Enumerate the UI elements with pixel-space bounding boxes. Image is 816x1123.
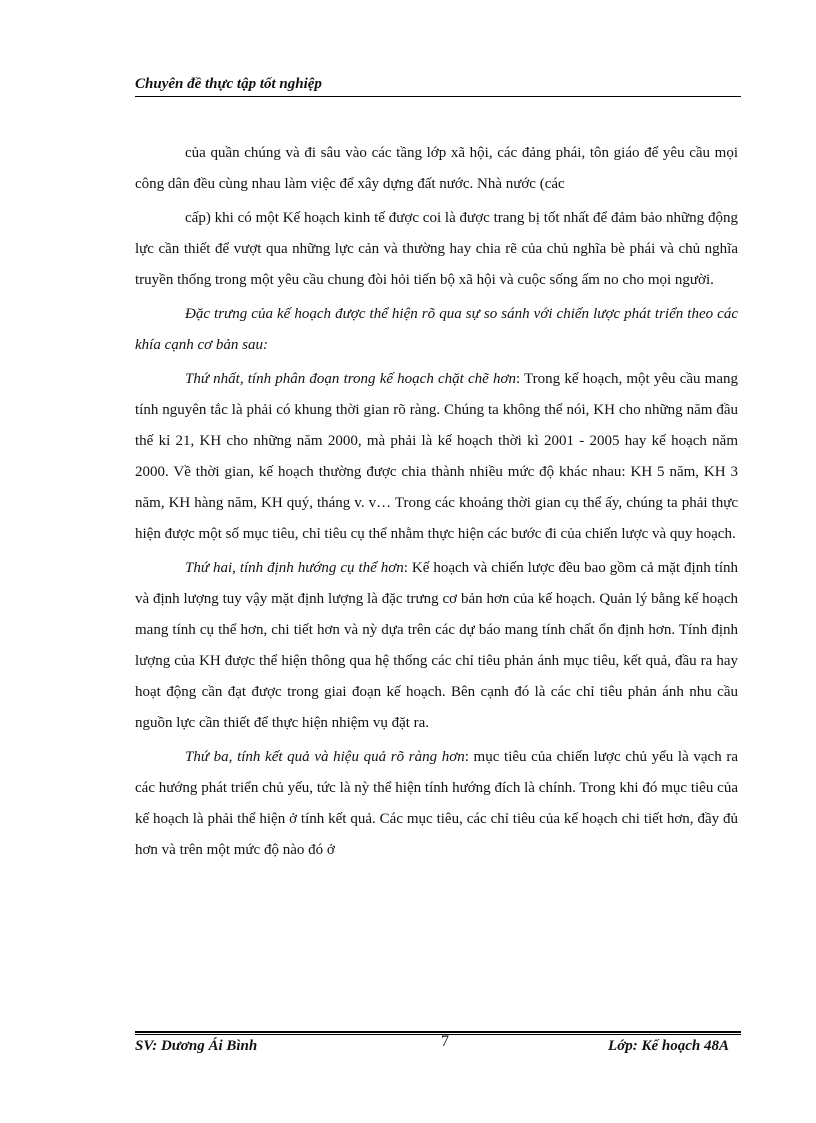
paragraph-text: cấp) khi có một Kế hoạch kinh tế được coi là được trang bị tốt nhất để đảm bảo những động lực cần thiết để vượt qua những lực cản và thường hay chia rẽ của chủ nghĩa bè phái và chủ nghĩa truyền thống trong một yêu cầu chung đòi hỏi tiến bộ xã hội và cuộc sống ấm no cho mọi người.: [135, 210, 738, 288]
footer-rule-thin: [135, 1034, 741, 1035]
footer-rule-thick: [135, 1031, 741, 1033]
page-footer: [135, 1033, 741, 1062]
paragraph-3: [135, 299, 738, 361]
paragraph-italic-lead: Đặc trưng của kế hoạch được thể hiện rõ qua sự so sánh với chiến lược phát triển theo các khía cạnh cơ bản sau:: [135, 306, 738, 353]
paragraph-5: [135, 553, 738, 739]
paragraph-6: [135, 742, 738, 866]
paragraph-4: [135, 364, 738, 550]
page-header-title: Chuyên đề thực tập tốt nghiệp: [135, 76, 322, 92]
paragraph-2: [135, 203, 738, 296]
header-rule: [135, 96, 741, 97]
paragraph-1: [135, 138, 738, 200]
paragraph-italic-lead: Thứ nhất, tính phân đoạn trong kế hoạch chặt chẽ hơn: [185, 371, 516, 387]
page-number: 7: [441, 1033, 449, 1050]
footer-class-name: Lớp: Kế hoạch 48A: [608, 1038, 729, 1054]
paragraph-text: : mục tiêu của chiến lược chủ yếu là vạch ra các hướng phát triển chủ yếu, tức là nỳ thể hiện tính hướng đích là chính. Trong khi đó mục tiêu của kế hoạch là phải thể hiện ở tính kết quả. Các mục tiêu, các chỉ tiêu của kế hoạch chi tiết hơn, đầy đủ hơn và trên một mức độ nào đó ở: [135, 749, 738, 858]
paragraph-italic-lead: Thứ hai, tính định hướng cụ thể hơn: [185, 560, 404, 576]
paragraph-text: : Kế hoạch và chiến lược đều bao gồm cả mặt định tính và định lượng tuy vậy mặt định lượng là đặc trưng cơ bản hơn của kế hoạch. Quản lý bằng kế hoạch mang tính cụ thể hơn, chi tiết hơn và nỳ dựa trên các dự báo mang tính chất ổn định hơn. Tính định lượng của KH được thể hiện thông qua hệ thống các chỉ tiêu phản ánh mục tiêu, kết quả, đầu ra hay hoạt động cần đạt được trong giai đoạn kế hoạch. Bên cạnh đó là các chỉ tiêu phản ánh nhu cầu nguồn lực cần thiết để thực hiện nhiệm vụ đặt ra.: [135, 560, 738, 731]
paragraph-text: của quần chúng và đi sâu vào các tầng lớp xã hội, các đảng phái, tôn giáo để yêu cầu mọi công dân đều cùng nhau làm việc để xây dựng đất nước. Nhà nước (các: [135, 145, 738, 192]
footer-student-name: SV: Dương Ái Bình: [135, 1038, 258, 1054]
paragraph-italic-lead: Thứ ba, tính kết quả và hiệu quả rõ ràng hơn: [185, 749, 465, 765]
paragraph-text: : Trong kế hoạch, một yêu cầu mang tính nguyên tắc là phải có khung thời gian rõ ràng. Chúng ta không thể nói, KH cho những năm đầu thế kỉ 21, KH cho những năm 2000, mà phải là kế hoạch thời kì 2001 - 2005 hay kế hoạch năm 2000. Về thời gian, kế hoạch thường được chia thành nhiều mức độ khác nhau: KH 5 năm, KH 3 năm, KH hàng năm, KH quý, tháng v. v… Trong các khoảng thời gian cụ thể ấy, chúng ta phải thực hiện được một số mục tiêu, chỉ tiêu cụ thể nhằm thực hiện các bước đi của chiến lược và quy hoạch.: [135, 371, 739, 542]
document-body: [135, 138, 738, 869]
